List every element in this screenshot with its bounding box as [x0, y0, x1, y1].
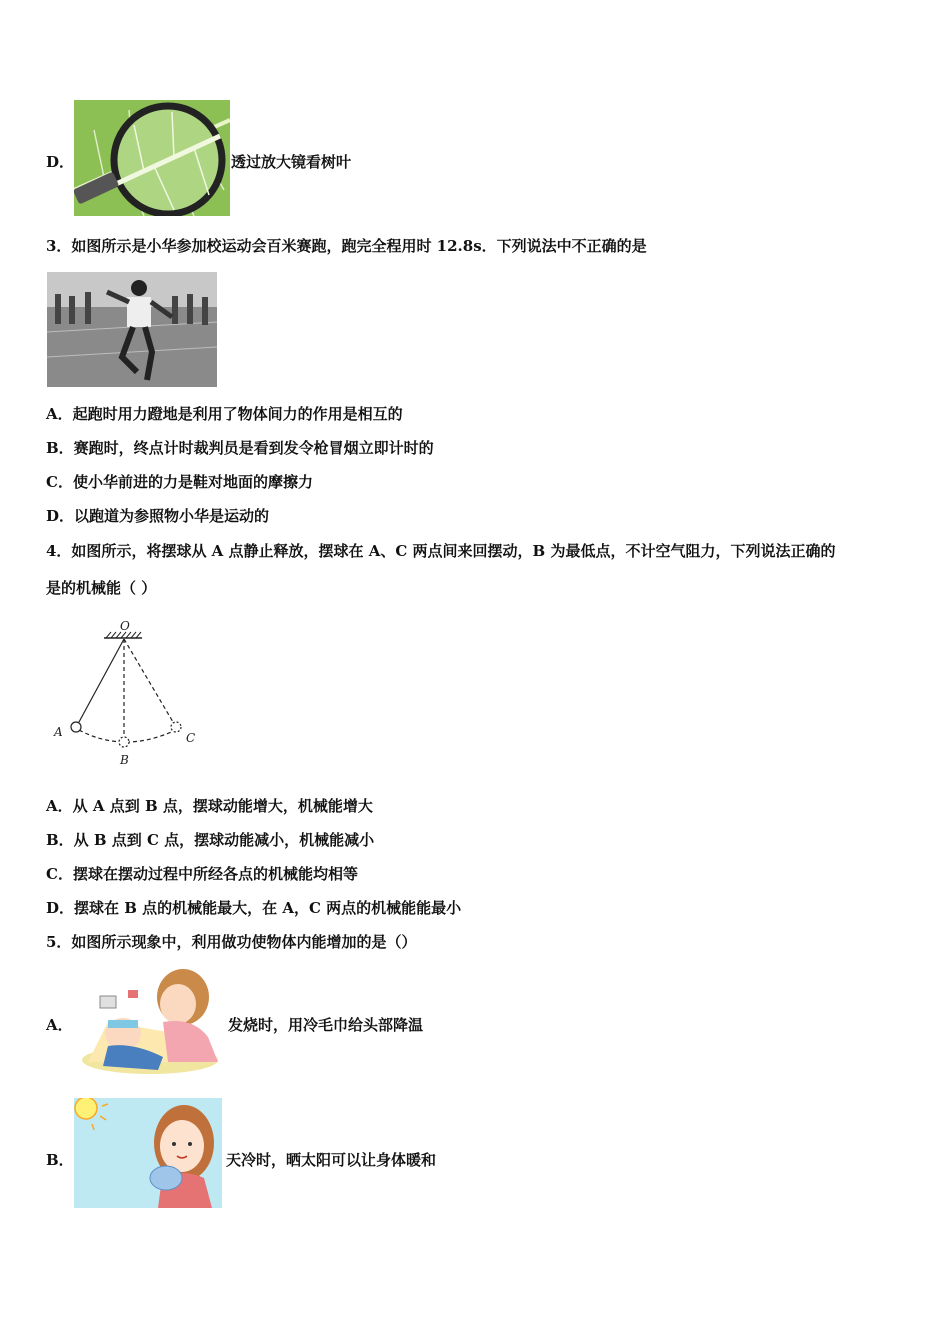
question-4-option-b: B．从 B 点到 C 点，摆球动能减小，机械能减小	[46, 831, 375, 849]
question-4-option-c: C．摆球在摆动过程中所经各点的机械能均相等	[46, 865, 358, 883]
magnifier-leaf-image	[74, 100, 230, 216]
question-4-option-d: D．摆球在 B 点的机械能最大，在 A，C 两点的机械能能最小	[46, 899, 462, 917]
label-a: A	[54, 725, 63, 739]
option-caption: 发烧时，用冷毛巾给头部降温	[228, 1016, 424, 1034]
label-c: C	[186, 731, 196, 745]
question-3-option-c: C．使小华前进的力是鞋对地面的摩擦力	[46, 473, 313, 491]
question-3-option-b: B．赛跑时，终点计时裁判员是看到发令枪冒烟立即计时的	[46, 439, 434, 457]
option-caption: 天冷时，晒太阳可以让身体暖和	[226, 1151, 437, 1169]
question-3-stem: 3．如图所示是小华参加校运动会百米赛跑，跑完全程用时 12.8s．下列说法中不正确的是	[46, 237, 647, 255]
option-label: A．	[46, 1016, 73, 1034]
label-o: O	[120, 619, 130, 633]
sunbathing-girl-image	[74, 1098, 222, 1208]
option-label: D．	[46, 153, 75, 171]
question-4-option-a: A．从 A 点到 B 点，摆球动能增大，机械能增大	[46, 797, 373, 815]
question-3-option-d: D．以跑道为参照物小华是运动的	[46, 507, 270, 525]
question-4-stem-line2: 是的机械能（ ）	[46, 579, 157, 597]
option-caption: 透过放大镜看树叶	[231, 153, 352, 171]
question-4-stem-line1: 4．如图所示，将摆球从 A 点静止释放，摆球在 A、C 两点间来回摆动，B 为最低点，不计空气阻力，下列说法正确的	[46, 542, 836, 560]
question-5-stem: 5．如图所示现象中，利用做功使物体内能增加的是（）	[46, 933, 417, 951]
pendulum-diagram	[46, 614, 206, 772]
option-label: B．	[46, 1151, 74, 1169]
fever-cold-towel-image	[78, 962, 223, 1074]
question-3-option-a: A．起跑时用力蹬地是利用了物体间力的作用是相互的	[46, 405, 403, 423]
label-b: B	[120, 753, 129, 767]
sprint-runner-photo	[47, 272, 217, 387]
